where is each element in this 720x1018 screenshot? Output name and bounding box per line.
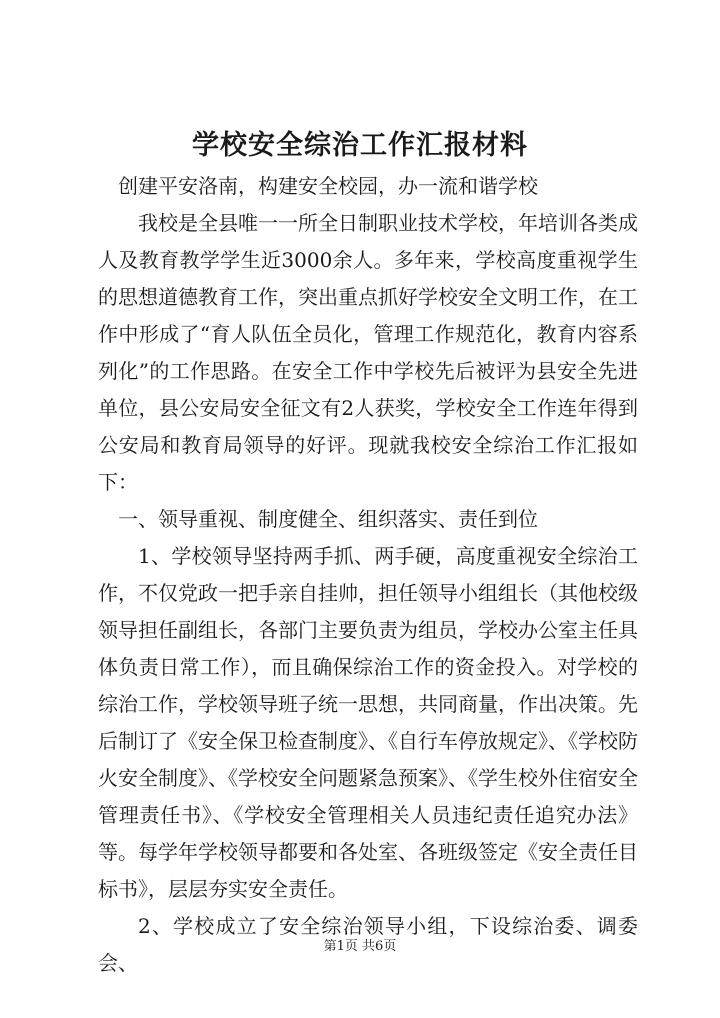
document-title: 学校安全综治工作汇报材料	[192, 130, 528, 161]
page-number-footer: 第1页 共6页	[323, 939, 397, 954]
slogan-paragraph: 创建平安洛南，构建安全校园，办一流和谐学校	[118, 174, 538, 198]
body-paragraph: 1、学校领导坚持两手抓、两手硬，高度重视安全综治工作，不仅党政一把手亲自挂帅，担任领导小组组长（其他校级领导担任副组长，各部门主要负责为组员，学校办公室主任具体负责日常工作），而且确保综治工作的资金投入。对学校的综治工作，学校领导班子统一思想，共同商量，作出决策。先后制订了《安全保卫检查制度》、《自行车停放规定》、《学校防火安全制度》、《学校安全问题紧急预案》、《学生校外住宿安全管理责任书》、《学校安全管理相关人员违纪责任追究办法》等。每学年学校领导都要和各处室、各班级签定《安全责任目标书》，层层夯实安全责任。	[98, 544, 638, 901]
section-heading: 一、领导重视、制度健全、组织落实、责任到位	[118, 507, 538, 531]
body-paragraph: 2、学校成立了安全综治领导小组，下设综治委、调委会、	[98, 914, 638, 975]
intro-paragraph: 我校是全县唯一一所全日制职业技术学校，年培训各类成人及教育教学学生近3000余人。多年来，学校高度重视学生的思想道德教育工作，突出重点抓好学校安全文明工作，在工作中形成了“育人队伍全员化，管理工作规范化，教育内容系列化”的工作思路。在安全工作中学校先后被评为县安全先进单位，县公安局安全征文有2人获奖，学校安全工作连年得到公安局和教育局领导的好评。现就我校安全综治工作汇报如下：	[98, 211, 638, 494]
document-body	[98, 168, 638, 982]
